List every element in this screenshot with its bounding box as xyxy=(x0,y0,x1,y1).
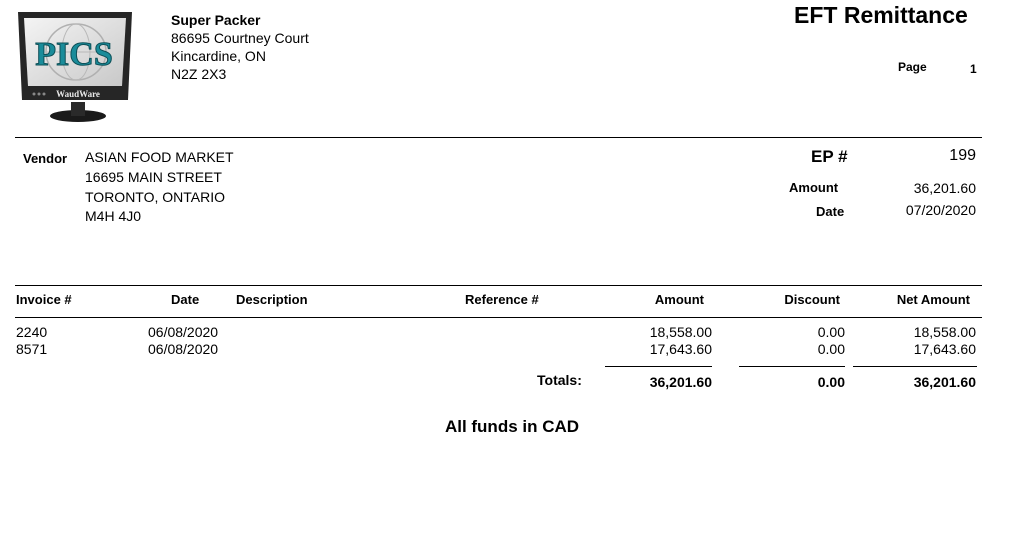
logo-text: PICS xyxy=(35,36,113,73)
vendor-address-line1: 16695 MAIN STREET xyxy=(85,169,222,185)
column-header-discount: Discount xyxy=(784,292,840,307)
row-date: 06/08/2020 xyxy=(148,341,219,357)
page-label: Page xyxy=(898,60,927,74)
currency-note: All funds in CAD xyxy=(444,417,580,436)
logo-brand: WaudWare xyxy=(56,89,100,99)
column-header-description: Description xyxy=(236,292,308,307)
payment-amount-label: Amount xyxy=(789,180,839,195)
total-discount: 0.00 xyxy=(817,374,845,390)
payment-amount-value: 36,201.60 xyxy=(913,180,976,196)
pics-waudware-logo xyxy=(14,10,138,126)
row-invoice: 2240 xyxy=(16,324,48,340)
row-net-amount: 18,558.00 xyxy=(913,324,976,340)
amount-total-rule xyxy=(605,366,712,367)
payment-date-label: Date xyxy=(816,204,845,219)
ep-number-value: 199 xyxy=(949,147,976,164)
column-header-invoice: Invoice # xyxy=(16,292,72,307)
row-net-amount: 17,643.60 xyxy=(913,341,976,357)
net-total-rule xyxy=(853,366,977,367)
table-header-divider xyxy=(15,317,982,318)
payment-date-value: 07/20/2020 xyxy=(905,202,976,218)
company-address-line2: Kincardine, ON xyxy=(171,48,266,64)
company-name: Super Packer xyxy=(171,12,261,28)
table-top-divider xyxy=(15,285,982,286)
row-amount: 18,558.00 xyxy=(649,324,712,340)
header-divider xyxy=(15,137,982,138)
row-discount: 0.00 xyxy=(817,324,845,340)
row-invoice: 8571 xyxy=(16,341,48,357)
row-amount: 17,643.60 xyxy=(649,341,712,357)
discount-total-rule xyxy=(739,366,845,367)
column-header-reference: Reference # xyxy=(465,292,539,307)
column-header-amount: Amount xyxy=(654,292,704,307)
column-header-date: Date xyxy=(171,292,200,307)
total-net-amount: 36,201.60 xyxy=(913,374,976,390)
vendor-address-line2: TORONTO, ONTARIO xyxy=(85,189,226,205)
row-date: 06/08/2020 xyxy=(148,324,219,340)
company-address-line1: 86695 Courtney Court xyxy=(171,30,309,46)
total-amount: 36,201.60 xyxy=(649,374,712,390)
vendor-name: ASIAN FOOD MARKET xyxy=(85,149,234,165)
page-number: 1 xyxy=(970,62,977,76)
totals-label: Totals: xyxy=(537,372,582,388)
vendor-label: Vendor xyxy=(23,151,68,166)
column-header-net-amount: Net Amount xyxy=(896,292,970,307)
company-postal-code: N2Z 2X3 xyxy=(171,66,227,82)
row-discount: 0.00 xyxy=(817,341,845,357)
document-title: EFT Remittance xyxy=(794,2,968,28)
ep-number-label: EP # xyxy=(811,147,848,166)
vendor-postal-code: M4H 4J0 xyxy=(85,208,142,224)
